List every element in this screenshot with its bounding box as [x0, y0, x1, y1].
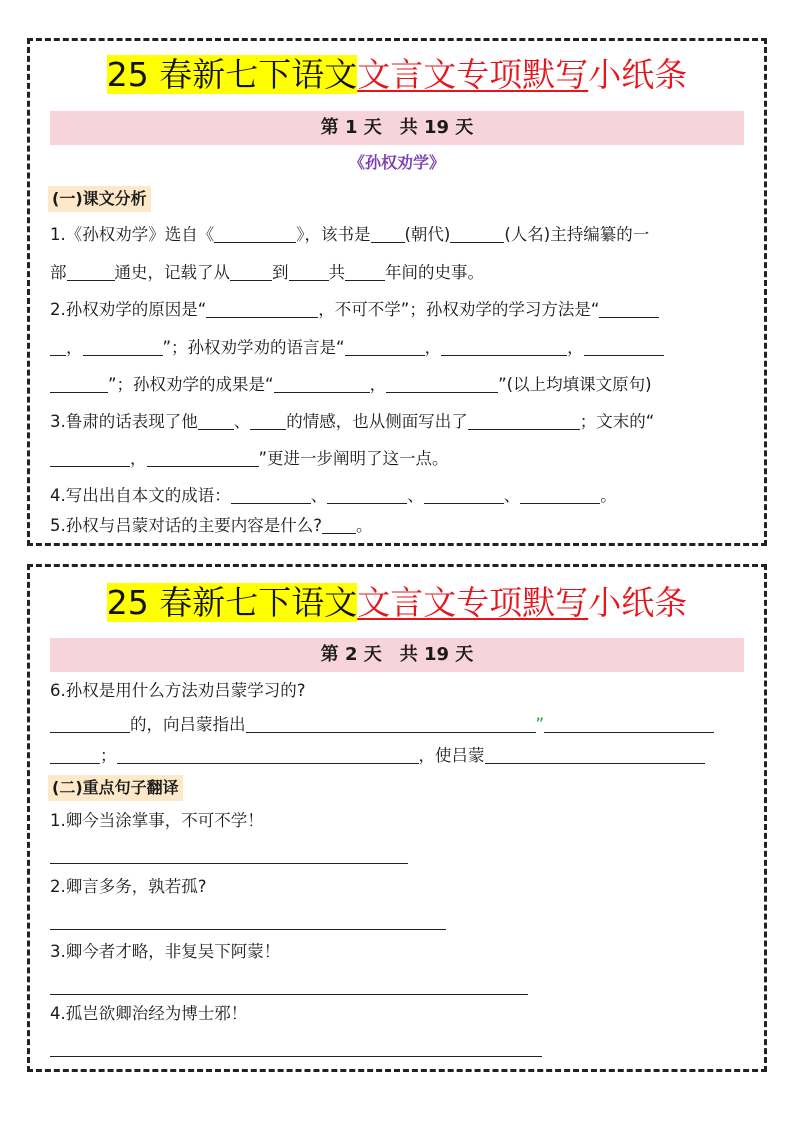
blank[interactable] — [485, 745, 705, 764]
sentence-prompt: 1.卿今当涂掌事，不可不学！ — [50, 811, 264, 830]
blank[interactable] — [424, 485, 504, 504]
lesson-title: 《孙权劝学》 — [348, 153, 445, 172]
question-line: ， ”更进一步阐明了这一点。 — [50, 446, 449, 472]
blank[interactable] — [544, 714, 714, 733]
section-heading: (一)课文分析 — [48, 186, 151, 212]
title-tail: 小纸条 — [588, 55, 688, 94]
blank[interactable] — [198, 411, 234, 430]
blank[interactable] — [250, 411, 286, 430]
question-line: 5.孙权与吕蒙对话的主要内容是什么? 。 — [50, 516, 373, 535]
blank[interactable] — [206, 299, 318, 318]
worksheet-title — [30, 49, 764, 101]
blank[interactable] — [386, 374, 498, 393]
blank[interactable] — [230, 262, 272, 281]
worksheet-title — [30, 577, 764, 629]
blank[interactable] — [214, 224, 296, 243]
question-line: 2.孙权劝学的原因是“ ，不可不学”；孙权劝学的学习方法是“ — [50, 297, 659, 323]
blank[interactable] — [441, 337, 567, 356]
blank[interactable] — [322, 515, 356, 534]
blank[interactable] — [231, 485, 311, 504]
blank[interactable] — [50, 374, 108, 393]
blank[interactable] — [584, 337, 664, 356]
blank[interactable] — [83, 337, 163, 356]
blank[interactable] — [345, 262, 385, 281]
title-highlight: 25 春新七下语文 — [106, 55, 358, 94]
question-line: 部 通史，记载了从 到 共 年间的史事。 — [50, 263, 484, 282]
title-highlight: 25 春新七下语文 — [106, 583, 358, 622]
question-line: ， ”；孙权劝学劝的语言是“ ， ， — [50, 335, 664, 361]
blank[interactable] — [520, 485, 600, 504]
question-line: 4.写出出自本文的成语： 、 、 、 。 — [50, 486, 617, 505]
blank[interactable] — [50, 745, 100, 764]
title-underlined: 文言文专项默写 — [357, 583, 589, 622]
day-band: 第 2 天 共 19 天 — [50, 638, 744, 672]
answer-line[interactable] — [50, 863, 408, 864]
question-line: ”；孙权劝学的成果是“ ， ”(以上均填课文原句) — [50, 372, 652, 398]
blank[interactable] — [345, 337, 425, 356]
blank[interactable] — [289, 262, 329, 281]
answer-line[interactable] — [50, 929, 446, 930]
title-tail: 小纸条 — [588, 583, 688, 622]
blank[interactable] — [468, 411, 580, 430]
question-line: 1.《孙权劝学》选自《 》，该书是 (朝代) (人名)主持编纂的一 — [50, 225, 650, 244]
blank[interactable] — [450, 224, 504, 243]
blank[interactable] — [246, 714, 536, 733]
blank[interactable] — [50, 448, 130, 467]
worksheet-card-day2 — [27, 564, 767, 1072]
blank[interactable] — [371, 224, 405, 243]
question-line: 3.鲁肃的话表现了他 、 的情感，也从侧面写出了 ；文末的“ — [50, 412, 655, 431]
question-line: ； ，使吕蒙 — [50, 743, 705, 769]
blank[interactable] — [599, 299, 659, 318]
blank[interactable] — [274, 374, 370, 393]
blank[interactable] — [50, 337, 66, 356]
answer-line[interactable] — [50, 994, 528, 995]
sentence-prompt: 3.卿今者才略，非复吴下阿蒙！ — [50, 942, 281, 961]
blank[interactable] — [147, 448, 259, 467]
sentence-prompt: 2.卿言多务，孰若孤? — [50, 877, 207, 896]
title-underlined: 文言文专项默写 — [357, 55, 589, 94]
worksheet-card-day1 — [27, 38, 767, 546]
section-heading: (二)重点句子翻译 — [48, 775, 183, 801]
sentence-prompt: 4.孤岂欲卿治经为博士邪！ — [50, 1004, 248, 1023]
blank[interactable] — [67, 262, 115, 281]
blank[interactable] — [117, 745, 419, 764]
day-band: 第 1 天 共 19 天 — [50, 111, 744, 145]
question-line: 的，向吕蒙指出 ” — [50, 712, 714, 738]
blank[interactable] — [50, 714, 130, 733]
blank[interactable] — [327, 485, 407, 504]
question-line: 6.孙权是用什么方法劝吕蒙学习的? — [50, 681, 306, 700]
answer-line[interactable] — [50, 1056, 542, 1057]
